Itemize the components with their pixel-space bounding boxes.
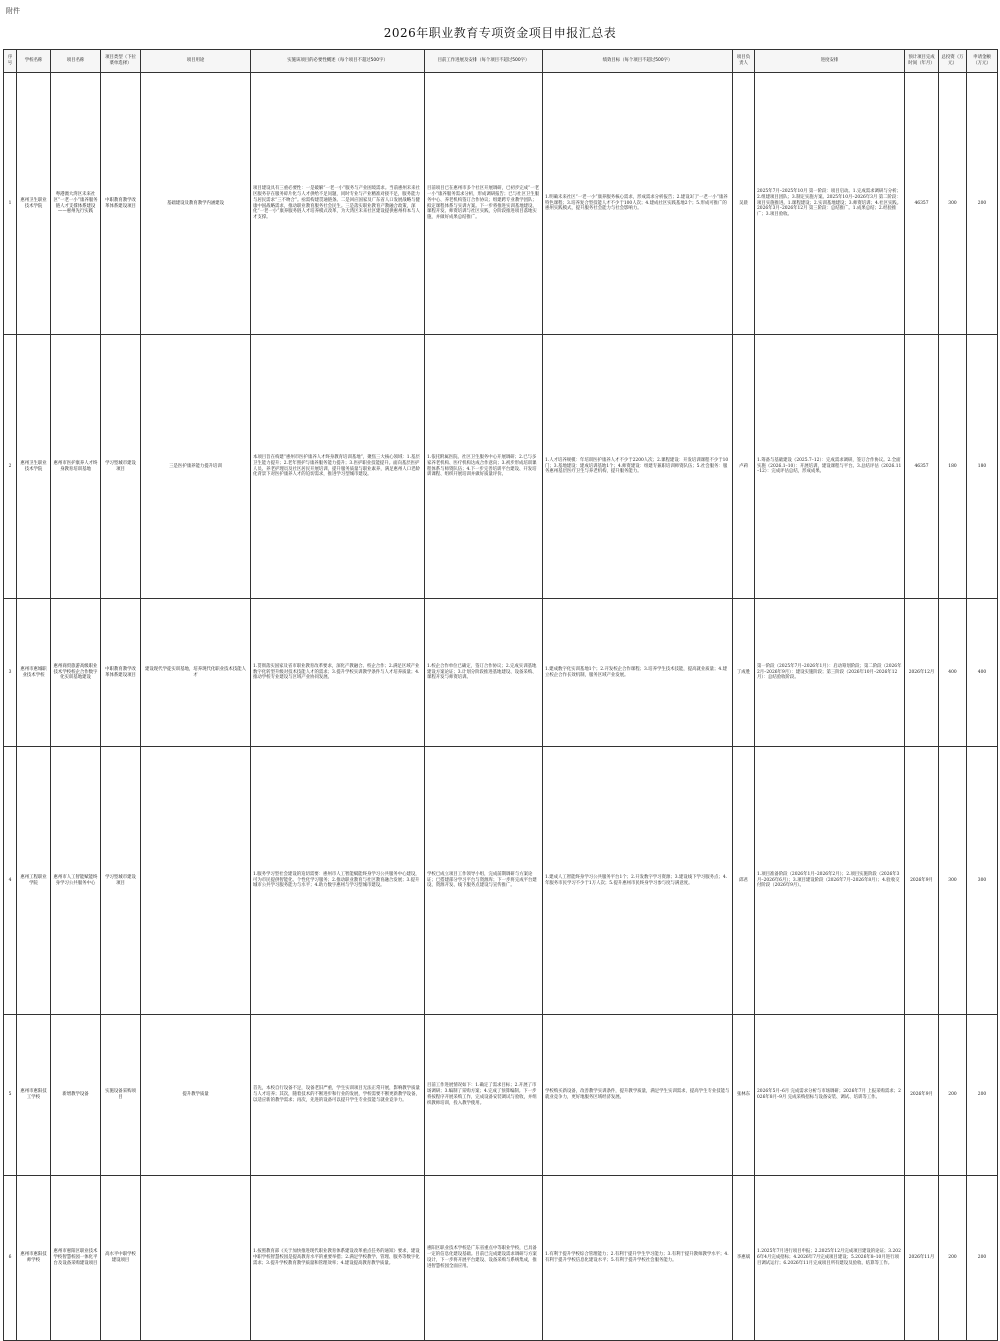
cell-schedule: 1.2025年7月进行项目申报；2.2025年12月完成项目建设的论证；3.2026年4月完成招标；4.2026年7月完成项目建设；5.2026年8–10月进行项目调试运行；6.2026年11月完成项目所有建设及验收、结算等工作。	[755, 1176, 905, 1341]
cell-goal: 1.明确未来社区“一老一小”康养服务核心需求，形成需求分析报告；2.建设3门“一老一小”康养特色课程；3.培养复合型技能人才不少于100人次；4.建成社区实践基地2个；5.形成可推广的惠州实践模式，提升服务社会能力与社会影响力。	[543, 73, 733, 335]
attachment-tag: 附件	[6, 7, 20, 15]
cell-leader: 卢莉	[733, 335, 755, 599]
table-row	[4, 747, 998, 1015]
cell-project-use: 提升教学质量	[141, 1015, 251, 1176]
cell-finish-time: 46357	[905, 335, 939, 599]
cell-necessity: 项目建设具有三重必要性：一是破解“一老一小”服务与产业困境需求。当前惠州未来社区服务存在服务碎片化与人才供给不足问题，同时专业与产业精准对接不足，服务能力与居民需求“三不吻合”。亟需构建贯通链条。二是回应国家及广东省人口发展战略与健康中国战略需求，推动职业教育服务社会民生。三是落实职业教育产教融合政策，深化“一老一小”康养服务链人才培养模式改革，为大湾区未来社区建设提供惠州样本与人才支撑。	[251, 73, 425, 335]
cell-necessity: 1.服务学习型社会建设的迫切需要：惠州市人工智能赋能终身学习公共服务中心建设，可为市民提供智能化、个性化学习服务；2.推动职业教育与社区教育融合发展；3.提升城市公共学习服务能力与水平；4.助力数字惠州与学习型城市建设。	[251, 747, 425, 1015]
cell-finish-time: 2026年9月	[905, 1015, 939, 1176]
cell-apply-amount: 200	[967, 73, 998, 335]
cell-project-type: 中职教育教学改革体系建设项目	[101, 73, 141, 335]
header-apply-amount: 申请金额（万元）	[967, 50, 998, 73]
cell-total-investment: 300	[939, 73, 967, 335]
cell-no: 1	[4, 73, 17, 335]
cell-no: 2	[4, 335, 17, 599]
cell-no: 6	[4, 1176, 17, 1341]
cell-apply-amount: 200	[967, 1015, 998, 1176]
header-goal: 绩效目标（每个项目不超过500字）	[543, 50, 733, 73]
header-row	[4, 50, 998, 73]
cell-project-use: 建设现代学徒实训基地，培养现代化职业技术技能人才	[141, 599, 251, 747]
header-progress: 目前工作进展及安排（每个项目不超过500字）	[425, 50, 543, 73]
cell-school: 惠州市惠阳技师学校	[17, 1176, 51, 1341]
header-project-type: 项目类型（下拉菜单选择）	[101, 50, 141, 73]
project-summary-table	[3, 49, 998, 1341]
cell-goal: 1.有利于提升学校综合管理能力；2.有利于提升学生学习能力；3.有利于提升教师教学水平；4.有利于提升学校信息化建设水平；5.有利于提升学校社会服务能力。	[543, 1176, 733, 1341]
cell-project-name: 惠州市人工智能赋能终身学习公共服务中心	[51, 747, 101, 1015]
cell-no: 5	[4, 1015, 17, 1176]
table-row	[4, 1015, 998, 1176]
cell-project-use: 三是医护康养能力提升培训	[141, 335, 251, 599]
cell-total-investment: 180	[939, 335, 967, 599]
cell-progress: 目前工作进展情况如下：1.确定了需求目标；2.开展了市场调研；3.编制了采购方案；4.完成了预算编制。下一步将按程序开展采购工作，完成设备安装调试与验收，并组织教师培训，投入教学使用。	[425, 1015, 543, 1176]
cell-apply-amount: 180	[967, 335, 998, 599]
cell-schedule: 2026年5月–6月 完成需求分析与市场调研；2026年7月 上报采购需求；2026年8月–9月 完成采购招标与设备安装、调试、培训等工作。	[755, 1015, 905, 1176]
cell-no: 4	[4, 747, 17, 1015]
cell-goal: 1.人才培养规模：年培训医护康养人才不少于2200人次；2.课程建设：开发培训课程不少于10门；3.基地建设：建成培训基地1个；4.师资建设：组建专兼职培训师资队伍；5.社会服务：服务惠州基层医疗卫生与养老机构，提升服务能力。	[543, 335, 733, 599]
table-row	[4, 73, 998, 335]
cell-finish-time: 2026年12月	[905, 599, 939, 747]
cell-necessity: 首先，本校自行设备不足，设备老旧严重，学生实训项目无法正常开展，影响教学质量与人才培养；其次，随着技术的不断进步和行业的发展，学校需要不断更新教学设备，以适应新的教学需求；再次，先进的设备可以提升学生专业技能与就业竞争力。	[251, 1015, 425, 1176]
cell-apply-amount: 200	[967, 1176, 998, 1341]
cell-project-use: 基础建设及教育教学内涵建设	[141, 73, 251, 335]
cell-no: 3	[4, 599, 17, 747]
cell-goal: 学校购买新设备，改善教学实训条件，提升教学质量，满足学生实训需求，提高学生专业技能与就业竞争力，更好地服务区域经济发展。	[543, 1015, 733, 1176]
cell-school: 惠州工程职业学院	[17, 747, 51, 1015]
cell-leader: 邱君	[733, 747, 755, 1015]
cell-apply-amount: 300	[967, 747, 998, 1015]
cell-project-type: 学习型城市建设项目	[101, 335, 141, 599]
cell-schedule: 1.筹备与基础建设（2025.7–12）：完成需求调研，签订合作协议。2.全面实施（2026.1–10）：开展培训，建设课程与平台。3.总结评估（2026.11–12）：完成评估总结，形成成果。	[755, 335, 905, 599]
cell-leader: 吴晨	[733, 73, 755, 335]
cell-finish-time: 46357	[905, 73, 939, 335]
cell-project-name: 惠州市惠阳区职业技术学校智慧校园一体化平台及设备采购建设项目	[51, 1176, 101, 1341]
cell-schedule: 第一阶段（2025年7月–2026年1月）：启动筹划阶段；第二阶段（2026年2月–2026年9月）：建设实施阶段；第三阶段（2026年10月–2026年12月）：总结验收阶段。	[755, 599, 905, 747]
cell-school: 惠州市惠阳技工学校	[17, 1015, 51, 1176]
cell-necessity: 1.贯彻落实国家及省市职业教育改革要求，深化产教融合、校企合作；2.满足区域产业数字化转型升级对技术技能人才的需求；3.提升学校实训教学条件与人才培养质量；4.推动学校专业建设与区域产业协同发展。	[251, 599, 425, 747]
cell-leader: 张林东	[733, 1015, 755, 1176]
cell-progress: 学校已成立项目工作领导小组，完成前期调研与方案论证；已搭建部分学习平台与资源库；下一步将完成平台建设、资源开发、线下服务点建设与宣传推广。	[425, 747, 543, 1015]
cell-goal: 1.建成数字化实训基地1个；2.开发校企合作课程；3.培养学生技术技能，提高就业质量；4.建立校企合作长效机制，服务区域产业发展。	[543, 599, 733, 747]
cell-project-type: 中职教育教学改革体系建设项目	[101, 599, 141, 747]
cell-project-name: 新增教学设备	[51, 1015, 101, 1176]
header-project-name: 项目名称	[51, 50, 101, 73]
cell-project-name: 惠州市医护康养人才终身教育培训基地	[51, 335, 101, 599]
header-project-use: 项目用途	[141, 50, 251, 73]
cell-project-type: 学习型城市建设项目	[101, 747, 141, 1015]
cell-progress: 目前项目已在惠州市多个社区开展调研，已初步完成“一老一小”康养服务需求分析，形成调研报告；已与社区卫生服务中心、养老机构签订合作协议；组建跨专业教学团队；拟定课程体系与实训方案。下一步将推进实训基地建设、课程开发、师资培训与社区实践，分阶段推进项目落地实施，并做好成果总结推广。	[425, 73, 543, 335]
cell-progress: 1.依托附属医院、社区卫生服务中心开展调研；2.已与多家养老机构、医疗机构达成合作意向；3.初步形成培训课程体系与师资队伍；4.下一步完善培训平台建设、开发培训课程、组织开展培训并做好质量评价。	[425, 335, 543, 599]
cell-project-use	[141, 747, 251, 1015]
cell-finish-time: 2026年11月	[905, 1176, 939, 1341]
cell-necessity: 1.按照教育部《关于加快推进现代职业教育体系建设改革重点任务的通知》要求，建设中职学校智慧校园是提高教育水平的重要举措；2.满足学校教学、管理、服务等数字化需求；3.提升学校教育教学质量和管理效率；4.建设提高教育教学质量。	[251, 1176, 425, 1341]
cell-total-investment: 200	[939, 1015, 967, 1176]
cell-progress: 1.校企合作单位已确定，签订合作协议；2.完成实训基地建设方案论证；3.计划分阶段推进基地建设、设备采购、课程开发与师资培训。	[425, 599, 543, 747]
cell-progress: 惠阳区职业技术学校是广东省重点中等职业学校，已具备一定的信息化建设基础。目前已完成建设需求调研与方案设计，下一步将开展平台建设、设备采购与系统集成，推进智慧校园全面应用。	[425, 1176, 543, 1341]
cell-schedule: 2025年7月–2025年10月 第一阶段：项目启动。1.完成需求调研与分析；2.组建项目团队；3.制定实施方案。2025年10月–2026年3月 第二阶段：项目实施推进。1.课程建设；2.实训基地建设；3.师资培训；4.社区实践。2026年3月–2026年12月 第三阶段：总结推广。1.成果总结；2.经验推广；3.项目验收。	[755, 73, 905, 335]
cell-school: 惠州卫生职业技术学院	[17, 335, 51, 599]
cell-leader: 李惠斌	[733, 1176, 755, 1341]
cell-leader: 丁成胜	[733, 599, 755, 747]
header-total-investment: 总投资（万元）	[939, 50, 967, 73]
header-school: 学校名称	[17, 50, 51, 73]
header-finish-time: 预计项目完成时间（年月）	[905, 50, 939, 73]
cell-school: 惠州卫生职业技术学院	[17, 73, 51, 335]
cell-project-use	[141, 1176, 251, 1341]
document-title: 2026年职业教育专项资金项目申报汇总表	[383, 26, 617, 40]
cell-school: 惠州市惠城职业技术学校	[17, 599, 51, 747]
cell-total-investment: 300	[939, 747, 967, 1015]
header-schedule: 进度安排	[755, 50, 905, 73]
cell-apply-amount: 400	[967, 599, 998, 747]
table-row	[4, 599, 998, 747]
cell-project-name: 惠州商贸旅游高级职业技术学校校企合作数字化实训基地建设	[51, 599, 101, 747]
cell-schedule: 1.项目准备阶段（2026年1月–2026年2月）；2.项目实施阶段（2026年3月–2026年6月）；3.项目建设阶段（2026年7月–2026年8月）；4.验收交付阶段（2026年9月）。	[755, 747, 905, 1015]
table-row	[4, 1176, 998, 1341]
cell-total-investment: 200	[939, 1176, 967, 1341]
header-no: 序号	[4, 50, 17, 73]
cell-project-type: 实施设备采购项目	[101, 1015, 141, 1176]
header-leader: 项目负责人	[733, 50, 755, 73]
cell-goal: 1.建成人工智能终身学习公共服务平台1个；2.开发数字学习资源；3.建设线下学习服务点；4.年服务市民学习不少于1万人次；5.提升惠州市民终身学习参与度与满意度。	[543, 747, 733, 1015]
header-necessity: 实施该项目的必要性概述（每个项目不超过500字）	[251, 50, 425, 73]
cell-project-name: 粤港澳大湾区未来社区“一老一小”康养服务链人才支撑体系建设——惠州先行实践	[51, 73, 101, 335]
table-row	[4, 335, 998, 599]
cell-finish-time: 2026年9月	[905, 747, 939, 1015]
cell-necessity: 本项目旨在构建“惠州市医护康养人才终身教育培训基地”，聚焦三大核心领域：1.基层卫生能力提升；2.老年照护与康养服务能力提升；3.医护职业技能提升。面向基层医护人员、养老护理员及社区居民开展培训，提升服务质量与职业素养，满足惠州人口老龄化背景下对医护康养人才的迫切需求，推进学习型城市建设。	[251, 335, 425, 599]
cell-project-type: 高水平中职学校建设项目	[101, 1176, 141, 1341]
cell-total-investment: 400	[939, 599, 967, 747]
